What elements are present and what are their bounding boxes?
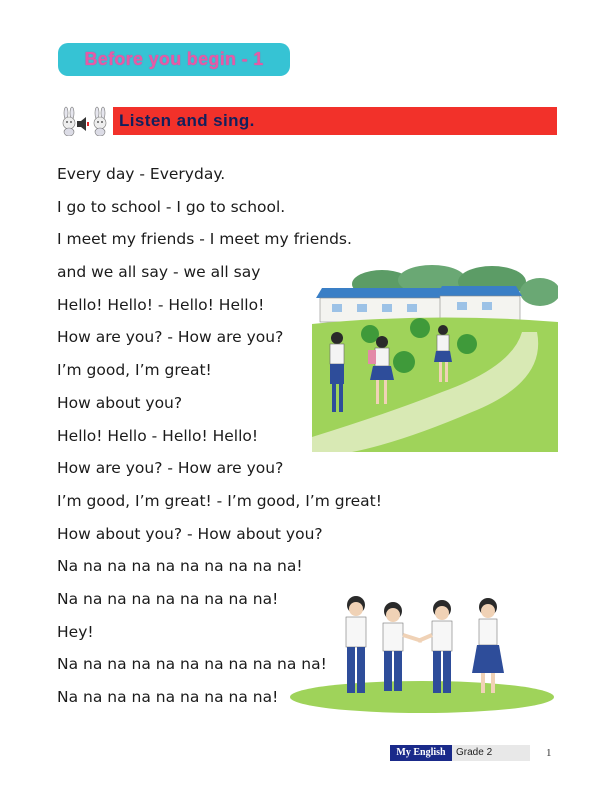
lyric-line: Na na na na na na na na na! — [57, 688, 279, 706]
lyric-line: Every day - Everyday. — [57, 165, 226, 183]
lyric-line: How are you? - How are you? — [57, 459, 284, 478]
lyric-line: I go to school - I go to school. — [57, 197, 286, 216]
lyric-line: Na na na na na na na na na na na! — [57, 655, 327, 674]
boy-figure — [418, 600, 452, 693]
lyric-line: How about you? - How about you? — [57, 524, 323, 543]
lyric-line: How are you? - How are you? — [57, 328, 284, 347]
boy-figure — [383, 602, 422, 691]
lyric-line: Hello! Hello - Hello! Hello! — [57, 426, 259, 445]
lyric-line: and we all say - we all say — [57, 263, 261, 282]
lesson-banner — [58, 43, 290, 76]
lyric-line: Hello! Hello! - Hello! Hello! — [57, 295, 265, 314]
children-greeting-illustration — [290, 585, 555, 715]
school-building — [316, 286, 522, 322]
footer-grade: Grade 2 — [452, 745, 530, 761]
lyric-line: Na na na na na na na na na na! — [57, 557, 303, 576]
lyric-line: Na na na na na na na na na! — [57, 589, 279, 608]
school-walk-illustration — [312, 262, 558, 452]
instruction-bar — [113, 107, 557, 135]
rabbit-icon — [94, 107, 106, 136]
lyric-line: I meet my friends - I meet my friends. — [57, 230, 352, 249]
lyric-line: How about you? — [57, 393, 183, 412]
rabbit-icon — [63, 107, 75, 136]
footer-book-title: My English — [390, 745, 452, 761]
boy-figure — [346, 596, 366, 693]
lesson-title: Before you begin - 1 — [84, 49, 264, 69]
lyric-line: I’m good, I’m great! — [57, 361, 212, 380]
mascots-speaker-icon — [57, 106, 115, 136]
section-header — [57, 106, 557, 136]
lyric-line: Hey! — [57, 622, 94, 641]
lyric-line: I’m good, I’m great! - I’m good, I’m great! — [57, 491, 382, 510]
footer-bar — [390, 745, 530, 761]
instruction-label: Listen and sing. — [119, 111, 255, 130]
speaker-icon — [77, 117, 89, 131]
page-number: 1 — [546, 747, 552, 759]
girl-figure — [472, 598, 504, 693]
